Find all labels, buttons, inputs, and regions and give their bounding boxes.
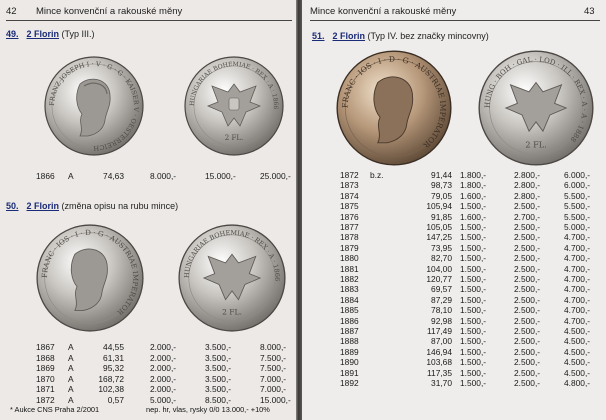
cell-cnt: 73,95 (431, 242, 452, 253)
cell-p2: 8.500,- (205, 395, 232, 405)
coin-eagle-image (178, 224, 286, 332)
cell-cnt: 120,77 (426, 274, 452, 284)
cell-p3: 5.000,- (564, 222, 591, 232)
cell-y: 1875 (340, 201, 359, 212)
cell-y: 1870 (36, 373, 55, 384)
header-rule (310, 20, 600, 21)
right-page (302, 0, 606, 420)
cell-p1: 1.500,- (460, 263, 487, 274)
cell-y: 1873 (340, 180, 359, 191)
cell-p3: 4.500,- (564, 367, 591, 378)
cell-cnt: 69,57 (431, 284, 452, 295)
cell-cnt: 92,98 (431, 315, 452, 326)
coin-portrait-image (36, 224, 144, 332)
cell-p1: 2.000,- (150, 363, 177, 374)
cell-p3: 4.700,- (564, 274, 591, 284)
cell-y: 1879 (340, 242, 359, 253)
cell-cnt: 91,44 (431, 170, 452, 180)
footnote-condition: nep. hr, vlas, rysky 0/0 13.000,- +10% (146, 405, 270, 414)
cell-p3: 4.700,- (564, 294, 591, 305)
cell-p2: 2.500,- (514, 326, 541, 336)
cell-y: 1866 (36, 171, 55, 181)
cell-p1: 1.500,- (460, 284, 487, 295)
cell-p1: 8.000,- (150, 171, 177, 181)
cell-y: 1882 (340, 274, 359, 284)
cell-cnt: 44,55 (103, 342, 124, 352)
cell-cnt: 78,10 (431, 305, 452, 316)
cell-cnt: 104,00 (426, 263, 452, 274)
cell-p2: 2.800,- (514, 170, 541, 180)
cell-y: 1881 (340, 263, 359, 274)
cell-cnt: 117,49 (427, 326, 452, 336)
cell-cnt: 103,68 (426, 357, 452, 368)
cell-p2: 2.500,- (514, 263, 541, 274)
cell-p1: 1.500,- (460, 357, 487, 368)
cell-m: A (68, 352, 74, 363)
footnote-auction: * Aukce CNS Praha 2/2001 (10, 405, 100, 414)
cell-y: 1890 (340, 357, 359, 368)
cell-y: 1880 (340, 253, 359, 264)
cell-p3: 4.800,- (564, 378, 591, 388)
cell-p3: 7.000,- (260, 373, 287, 384)
cell-p1: 1.500,- (460, 242, 487, 253)
cell-p3: 4.700,- (564, 263, 591, 274)
cell-y: 1868 (36, 352, 55, 363)
cell-y: 1888 (340, 336, 359, 347)
cell-y: 1867 (36, 342, 55, 352)
cell-p1: 1.500,- (460, 253, 487, 264)
cell-p3: 25.000,- (260, 171, 291, 181)
cell-cnt: 102,38 (98, 384, 124, 395)
cell-p3: 4.700,- (564, 253, 591, 264)
cell-cnt: 105,94 (426, 201, 452, 212)
cell-p2: 2.500,- (514, 346, 541, 357)
cell-cnt: 87,00 (431, 336, 452, 347)
cell-cnt: 87,29 (431, 294, 452, 305)
coin-eagle-image (184, 56, 284, 156)
section-50-heading: 50. 2 Florin (změna opisu na rubu mince) (6, 201, 179, 211)
cell-p2: 2.500,- (514, 232, 541, 243)
cell-p1: 1.500,- (460, 294, 487, 305)
cell-p3: 15.000,- (260, 395, 291, 405)
cell-p1: 1.500,- (460, 222, 487, 232)
cell-p1: 1.500,- (460, 232, 487, 243)
header-rule (6, 20, 292, 21)
cell-p1: 1.800,- (460, 180, 487, 191)
cell-p1: 2.000,- (150, 342, 177, 352)
cell-p3: 4.700,- (564, 242, 591, 253)
section-51-heading: 51. 2 Florin (Typ IV. bez značky mincovny) (312, 31, 489, 41)
coin-49-reverse (184, 56, 284, 156)
cell-cnt: 105,05 (426, 222, 452, 232)
svg-text:2 FL.: 2 FL. (222, 307, 242, 317)
cell-p2: 2.800,- (514, 180, 541, 191)
cell-y: 1878 (340, 232, 359, 243)
coin-50-obverse (36, 224, 144, 332)
cell-p2: 2.500,- (514, 294, 541, 305)
cell-p3: 4.700,- (564, 232, 591, 243)
cell-cnt: 146,94 (426, 346, 452, 357)
cell-p1: 1.500,- (460, 326, 487, 336)
cell-cnt: 168,72 (98, 373, 124, 384)
page-number: 42 (6, 6, 17, 17)
cell-y: 1885 (340, 305, 359, 316)
cell-p2: 2.500,- (514, 253, 541, 264)
cell-p2: 3.500,- (205, 352, 232, 363)
cell-p2: 3.500,- (205, 384, 232, 395)
cell-m: A (68, 363, 74, 374)
cell-y: 1892 (340, 378, 359, 388)
cell-p2: 2.500,- (514, 357, 541, 368)
cell-cnt: 79,05 (431, 190, 452, 201)
cell-p2: 2.500,- (514, 336, 541, 347)
cell-m: A (68, 373, 74, 384)
svg-text:FRANC · IOS · I · D · G · AUST: FRANC · IOS · I · D · G · AUSTRIAE IMPERATOR (340, 54, 448, 150)
cell-p2: 2.500,- (514, 305, 541, 316)
cell-m: A (68, 342, 74, 352)
cell-cnt: 82,70 (431, 253, 452, 264)
cell-p1: 1.500,- (460, 378, 487, 388)
page-number: 43 (584, 6, 595, 17)
cell-p3: 7.000,- (260, 384, 287, 395)
cell-cnt: 98,73 (431, 180, 452, 191)
cell-p3: 4.700,- (564, 305, 591, 316)
coin-51-obverse (336, 50, 452, 166)
left-page (0, 0, 296, 420)
cell-y: 1869 (36, 363, 55, 374)
cell-p1: 2.000,- (150, 384, 177, 395)
cell-p1: 1.800,- (460, 170, 487, 180)
cell-p3: 5.500,- (564, 211, 591, 222)
cell-p2: 2.500,- (514, 222, 541, 232)
coin-eagle-image (478, 50, 594, 166)
cell-cnt: 117,35 (427, 367, 452, 378)
cell-m: A (68, 384, 74, 395)
svg-text:HUNG · BOH · GAL · LOD · ILL ·: HUNG · BOH · GAL · LOD · ILL · REX · A · A · 1888 (483, 55, 589, 144)
cell-p1: 1.500,- (460, 274, 487, 284)
svg-text:2 FL.: 2 FL. (224, 134, 244, 142)
cell-p3: 4.500,- (564, 336, 591, 347)
cell-p1: 2.000,- (150, 373, 177, 384)
cell-p3: 7.500,- (260, 352, 287, 363)
cell-p2: 15.000,- (205, 171, 236, 181)
svg-text:HUNGARIAE BOHEMIAE · REX · A ·: HUNGARIAE BOHEMIAE · REX · A · 1866 (182, 228, 282, 282)
cell-cnt: 95,32 (103, 363, 124, 374)
cell-y: 1872 (36, 395, 55, 405)
cell-cnt: 61,31 (103, 352, 124, 363)
coin-51-reverse (478, 50, 594, 166)
cell-p3: 4.500,- (564, 326, 591, 336)
cell-cnt: 91,85 (431, 211, 452, 222)
cell-y: 1871 (36, 384, 55, 395)
cell-cnt: 0,57 (107, 395, 124, 405)
cell-p2: 2.500,- (514, 284, 541, 295)
cell-y: 1877 (340, 222, 359, 232)
cell-p1: 1.600,- (460, 190, 487, 201)
coin-49-obverse (44, 56, 144, 156)
cell-p3: 4.500,- (564, 346, 591, 357)
coin-portrait-image (44, 56, 144, 156)
cell-m: A (68, 395, 74, 405)
cell-cnt: 74,63 (103, 171, 124, 181)
cell-p2: 2.500,- (514, 274, 541, 284)
cell-p1: 1.500,- (460, 367, 487, 378)
cell-p1: 5.000,- (150, 395, 177, 405)
cell-p3: 7.500,- (260, 363, 287, 374)
cell-p2: 3.500,- (205, 373, 232, 384)
cell-p2: 2.500,- (514, 315, 541, 326)
cell-y: 1886 (340, 315, 359, 326)
cell-p2: 3.500,- (205, 342, 232, 352)
cell-y: 1883 (340, 284, 359, 295)
svg-text:HUNGARIAE BOHEMIAE · REX · A ·: HUNGARIAE BOHEMIAE · REX · A · 1866 (188, 60, 280, 110)
cell-p2: 3.500,- (205, 363, 232, 374)
cell-p3: 6.000,- (564, 180, 591, 191)
cell-p3: 4.700,- (564, 315, 591, 326)
mint-note: b.z. (370, 170, 384, 180)
cell-p1: 1.500,- (460, 336, 487, 347)
cell-m: A (68, 171, 74, 181)
svg-text:FRANZ JOSEPH I · V · G · G · K: FRANZ JOSEPH I · V · G · G · KAISER V · OESTERREICH (47, 59, 141, 153)
cell-cnt: 31,70 (431, 378, 452, 388)
cell-cnt: 147,25 (426, 232, 452, 243)
svg-text:FRANC · IOS · I · D · G · AUST: FRANC · IOS · I · D · G · AUSTRIAE IMPERATOR (39, 227, 141, 318)
cell-p3: 8.000,- (260, 342, 287, 352)
cell-p2: 2.700,- (514, 211, 541, 222)
svg-text:2 FL.: 2 FL. (525, 139, 547, 150)
cell-y: 1891 (340, 367, 359, 378)
cell-p2: 2.500,- (514, 367, 541, 378)
cell-p1: 1.500,- (460, 201, 487, 212)
cell-y: 1887 (340, 326, 359, 336)
running-header: Mince konvenční a rakouské měny (310, 6, 457, 17)
cell-y: 1889 (340, 346, 359, 357)
cell-y: 1874 (340, 190, 359, 201)
running-header: Mince konvenční a rakouské měny (36, 6, 183, 17)
cell-p1: 1.500,- (460, 305, 487, 316)
cell-y: 1876 (340, 211, 359, 222)
cell-p3: 4.500,- (564, 357, 591, 368)
cell-p1: 1.500,- (460, 346, 487, 357)
cell-p3: 6.000,- (564, 170, 591, 180)
cell-p2: 2.500,- (514, 201, 541, 212)
cell-p1: 1.600,- (460, 211, 487, 222)
cell-y: 1884 (340, 294, 359, 305)
cell-p3: 5.500,- (564, 190, 591, 201)
cell-p2: 2.500,- (514, 242, 541, 253)
cell-p1: 1.500,- (460, 315, 487, 326)
section-49-heading: 49. 2 Florin (Typ III.) (6, 29, 95, 39)
cell-p1: 2.000,- (150, 352, 177, 363)
cell-p3: 5.500,- (564, 201, 591, 212)
cell-p2: 2.800,- (514, 190, 541, 201)
cell-y: 1872 (340, 170, 359, 180)
cell-p2: 2.500,- (514, 378, 541, 388)
coin-50-reverse (178, 224, 286, 332)
coin-portrait-image (336, 50, 452, 166)
cell-p3: 4.700,- (564, 284, 591, 295)
